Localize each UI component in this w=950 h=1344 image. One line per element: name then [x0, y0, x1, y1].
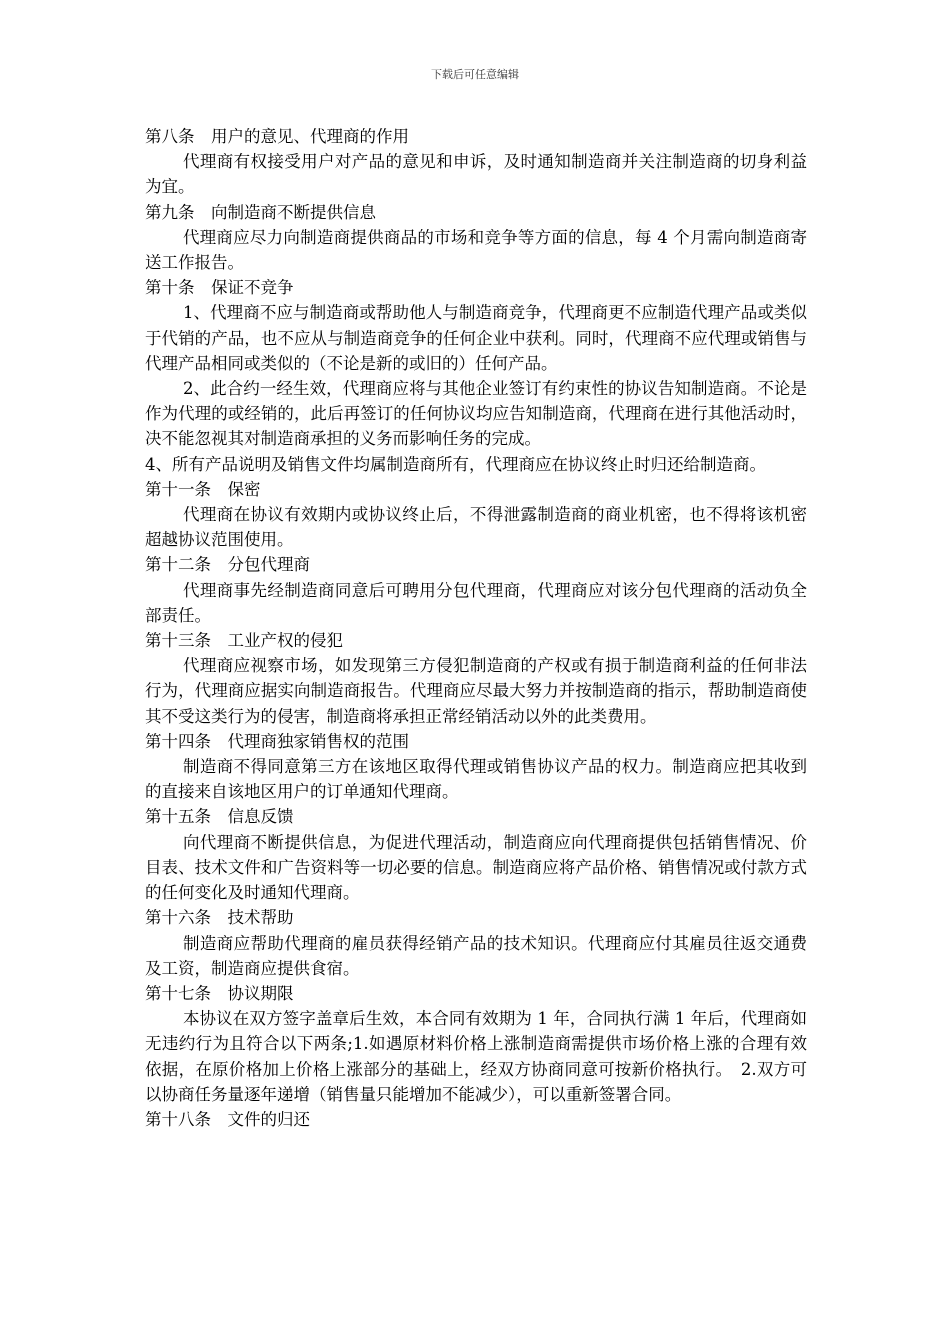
- page-header-note: 下载后可任意编辑: [431, 68, 519, 81]
- article-paragraph: 代理商有权接受用户对产品的意见和申诉，及时通知制造商并关注制造商的切身利益为宜。: [145, 152, 807, 197]
- article-heading: 第十四条 代理商独家销售权的范围: [145, 731, 409, 751]
- article-paragraph: 代理商应尽力向制造商提供商品的市场和竞争等方面的信息，每 4 个月需向制造商寄送工作报告。: [145, 227, 807, 273]
- article-paragraph: 制造商应帮助代理商的雇员获得经销产品的技术知识。代理商应付其雇员往返交通费及工资，制造商应提供食宿。: [145, 933, 807, 978]
- article-paragraph: 向代理商不断提供信息，为促进代理活动，制造商应向代理商提供包括销售情况、价目表、技术文件和广告资料等一切必要的信息。制造商应将产品价格、销售情况或付款方式的任何变化及时通知代理商。: [145, 832, 807, 903]
- article-paragraph: 4、所有产品说明及销售文件均属制造商所有，代理商应在协议终止时归还给制造商。: [145, 454, 766, 474]
- article-paragraph: 制造商不得同意第三方在该地区取得代理或销售协议产品的权力。制造商应把其收到的直接来自该地区用户的订单通知代理商。: [145, 757, 807, 802]
- article-heading: 第十五条 信息反馈: [145, 807, 294, 827]
- article-paragraph: 2、此合约一经生效，代理商应将与其他企业签订有约束性的协议告知制造商。不论是作为代理的或经销的，此后再签订的任何协议均应告知制造商，代理商在进行其他活动时，决不能忽视其对制造商承担的义务而影响任务的完成。: [145, 379, 807, 449]
- document-body: [145, 124, 807, 1132]
- article-heading: 第十八条 文件的归还: [145, 1109, 310, 1129]
- article-heading: 第十条 保证不竞争: [145, 278, 294, 298]
- article-paragraph: 代理商应视察市场，如发现第三方侵犯制造商的产权或有损于制造商利益的任何非法行为，代理商应据实向制造商报告。代理商应尽最大努力并按制造商的指示，帮助制造商使其不受这类行为的侵害，制造商将承担正常经销活动以外的此类费用。: [145, 656, 807, 726]
- article-heading: 第十七条 协议期限: [145, 983, 294, 1003]
- article-heading: 第十三条 工业产权的侵犯: [145, 631, 343, 651]
- article-heading: 第九条 向制造商不断提供信息: [145, 202, 376, 222]
- article-paragraph: 代理商事先经制造商同意后可聘用分包代理商，代理商应对该分包代理商的活动负全部责任。: [145, 580, 807, 625]
- article-heading: 第十一条 保密: [145, 479, 261, 499]
- article-paragraph: 本协议在双方签字盖章后生效，本合同有效期为 1 年，合同执行满 1 年后，代理商如无违约行为且符合以下两条;1.如遇原材料价格上涨制造商需提供市场价格上涨的合理有效依据，在原价格加上价格上涨部分的基础上，经双方协商同意可按新价格执行。 2.双方可以协商任务量逐年递增（销售量只能增加不能减少），可以重新签署合同。: [145, 1009, 807, 1104]
- article-heading: 第八条 用户的意见、代理商的作用: [145, 127, 409, 146]
- article-paragraph: 代理商在协议有效期内或协议终止后，不得泄露制造商的商业机密，也不得将该机密超越协议范围使用。: [145, 505, 807, 550]
- article-heading: 第十六条 技术帮助: [145, 908, 294, 928]
- article-heading: 第十二条 分包代理商: [145, 555, 310, 575]
- article-paragraph: 1、代理商不应与制造商或帮助他人与制造商竞争，代理商更不应制造代理产品或类似于代销的产品，也不应从与制造商竞争的任何企业中获利。同时，代理商不应代理或销售与代理产品相同或类似的（不论是新的或旧的）任何产品。: [145, 303, 807, 373]
